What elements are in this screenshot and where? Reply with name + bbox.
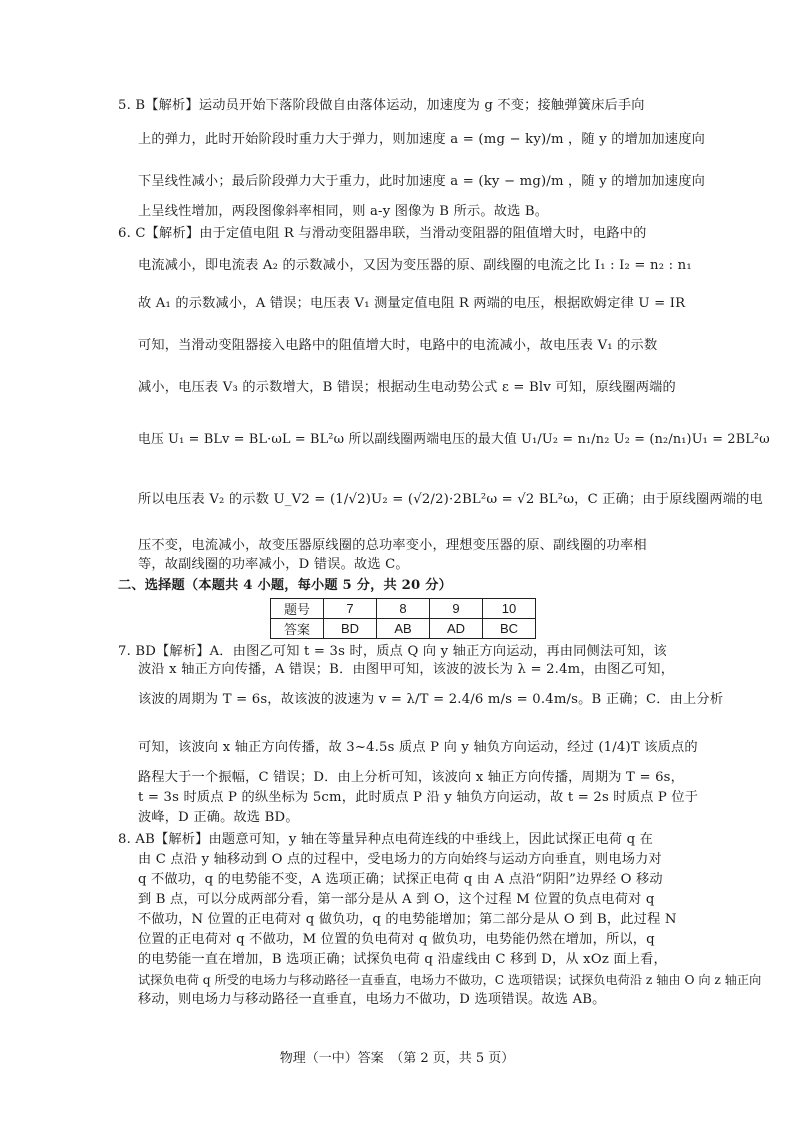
q5-line-4: 上呈线性增加，两段图像斜率相同，则 a-y 图像为 B 所示。故选 B。 bbox=[138, 204, 549, 219]
q8-line-5: 不做功，N 位置的正电荷对 q 做负功，q 的电势能增加；第二部分是从 O 到 B，此过程 N bbox=[138, 912, 677, 927]
q6-line-2: 电流减小，即电流表 A₂ 的示数减小，又因为变压器的原、副线圈的电流之比 I₁ : I₂ = n₂ : n₁ bbox=[138, 258, 692, 273]
q6-line-1: 6. C【解析】由于定值电阻 R 与滑动变阻器串联，当滑动变阻器的阻值增大时，电路中的 bbox=[118, 226, 647, 241]
q8-line-7: 的电势能一直在增加，B 选项正确；试探负电荷 q 沿虚线由 C 移到 D，从 xOz 面上看， bbox=[138, 952, 667, 967]
q6-line-9: 等，故副线圈的功率减小，D 错误。故选 C。 bbox=[138, 557, 409, 572]
q8-line-9: 移动，则电场力与移动路径一直垂直，电场力不做功，D 选项错误。故选 AB。 bbox=[138, 992, 606, 1007]
q5-line-2: 上的弹力，此时开始阶段时重力大于弹力，则加速度 a = (mg − ky)/m ，随 y 的增加加速度向 bbox=[138, 132, 705, 147]
q8-line-4: 到 B 点，可以分成两部分看，第一部分是从 A 到 O，这个过程 M 位置的负点电荷对 q bbox=[138, 892, 655, 907]
q7-line-2: 波沿 x 轴正方向传播，A 错误；B．由图甲可知，该波的波长为 λ = 2.4m，由图乙可知， bbox=[138, 662, 675, 677]
section-2-title: 二、选择题（本题共 4 小题，每小题 5 分，共 20 分） bbox=[118, 578, 452, 593]
table-cell: BD bbox=[324, 619, 377, 639]
q7-line-7: 波峰，D 正确。故选 BD。 bbox=[138, 810, 299, 825]
page-footer: 物理（一中）答案 （第 2 页，共 5 页） bbox=[279, 1051, 515, 1066]
table-cell: AD bbox=[430, 619, 483, 639]
table-cell: AB bbox=[377, 619, 430, 639]
q6-line-8: 压不变，电流减小，故变压器原线圈的总功率变小，理想变压器的原、副线圈的功率相 bbox=[138, 538, 647, 553]
q8-line-3: q 不做功，q 的电势能不变，A 选项正确；试探正电荷 q 由 A 点沿“阴阳”边界经 O 移动 bbox=[138, 872, 663, 887]
q7-line-6: t = 3s 时质点 P 的纵坐标为 5cm，此时质点 P 沿 y 轴负方向运动，故 t = 2s 时质点 P 位于 bbox=[138, 790, 699, 805]
q6-line-6: 电压 U₁ = BLv = BL·ωL = BL²ω 所以副线圈两端电压的最大值 U₁/U₂ = n₁/n₂ U₂ = (n₂/n₁)U₁ = 2BL²ω bbox=[138, 432, 770, 447]
q7-line-3: 该波的周期为 T = 6s，故该波的波速为 v = λ/T = 2.4/6 m/s = 0.4m/s。B 正确；C．由上分析 bbox=[138, 692, 724, 707]
table-cell: 7 bbox=[324, 599, 377, 619]
q7-line-4: 可知，该波向 x 轴正方向传播，故 3~4.5s 质点 P 向 y 轴负方向运动，经过 (1/4)T 该质点的 bbox=[138, 740, 698, 755]
table-row bbox=[271, 619, 536, 639]
table-cell: 9 bbox=[430, 599, 483, 619]
q7-line-5: 路程大于一个振幅，C 错误；D．由上分析可知，该波向 x 轴正方向传播，周期为 T = 6s， bbox=[138, 770, 685, 785]
table-cell: 8 bbox=[377, 599, 430, 619]
q8-line-6: 位置的正电荷对 q 不做功，M 位置的负电荷对 q 做负功，电势能仍然在增加，所以，q bbox=[138, 932, 655, 947]
q7-line-1: 7. BD【解析】A．由图乙可知 t = 3s 时，质点 Q 向 y 轴正方向运动，再由同侧法可知，该 bbox=[118, 644, 667, 659]
q5-line-3: 下呈线性减小；最后阶段弹力大于重力，此时加速度 a = (ky − mg)/m ，随 y 的增加加速度向 bbox=[138, 174, 705, 189]
table-header-cell: 答案 bbox=[271, 619, 324, 639]
q5-line-1: 5. B【解析】运动员开始下落阶段做自由落体运动，加速度为 g 不变；接触弹簧床后手向 bbox=[118, 98, 645, 113]
table-cell: 10 bbox=[483, 599, 536, 619]
q6-line-7: 所以电压表 V₂ 的示数 U_V2 = (1/√2)U₂ = (√2/2)·2BL²ω = √2 BL²ω，C 正确；由于原线圈两端的电 bbox=[138, 492, 763, 507]
q8-line-8: 试探负电荷 q 所受的电场力与移动路径一直垂直，电场力不做功，C 选项错误；试探负电荷沿 z 轴由 O 向 z 轴正向 bbox=[138, 973, 762, 987]
table-header-cell: 题号 bbox=[271, 599, 324, 619]
q6-line-3: 故 A₁ 的示数减小，A 错误；电压表 V₁ 测量定值电阻 R 两端的电压，根据欧姆定律 U = IR bbox=[138, 296, 686, 311]
q6-line-4: 可知，当滑动变阻器接入电路中的阻值增大时，电路中的电流减小，故电压表 V₁ 的示数 bbox=[138, 338, 658, 353]
table-cell: BC bbox=[483, 619, 536, 639]
q6-line-5: 减小，电压表 V₃ 的示数增大，B 错误；根据动生电动势公式 ε = Blv 可知，原线圈两端的 bbox=[138, 380, 676, 395]
answer-table bbox=[270, 598, 536, 639]
table-row bbox=[271, 599, 536, 619]
q8-line-2: 由 C 点沿 y 轴移动到 O 点的过程中，受电场力的方向始终与运动方向垂直，则电场力对 bbox=[138, 852, 662, 867]
q8-line-1: 8. AB【解析】由题意可知，y 轴在等量异种点电荷连线的中垂线上，因此试探正电荷 q 在 bbox=[118, 832, 654, 847]
